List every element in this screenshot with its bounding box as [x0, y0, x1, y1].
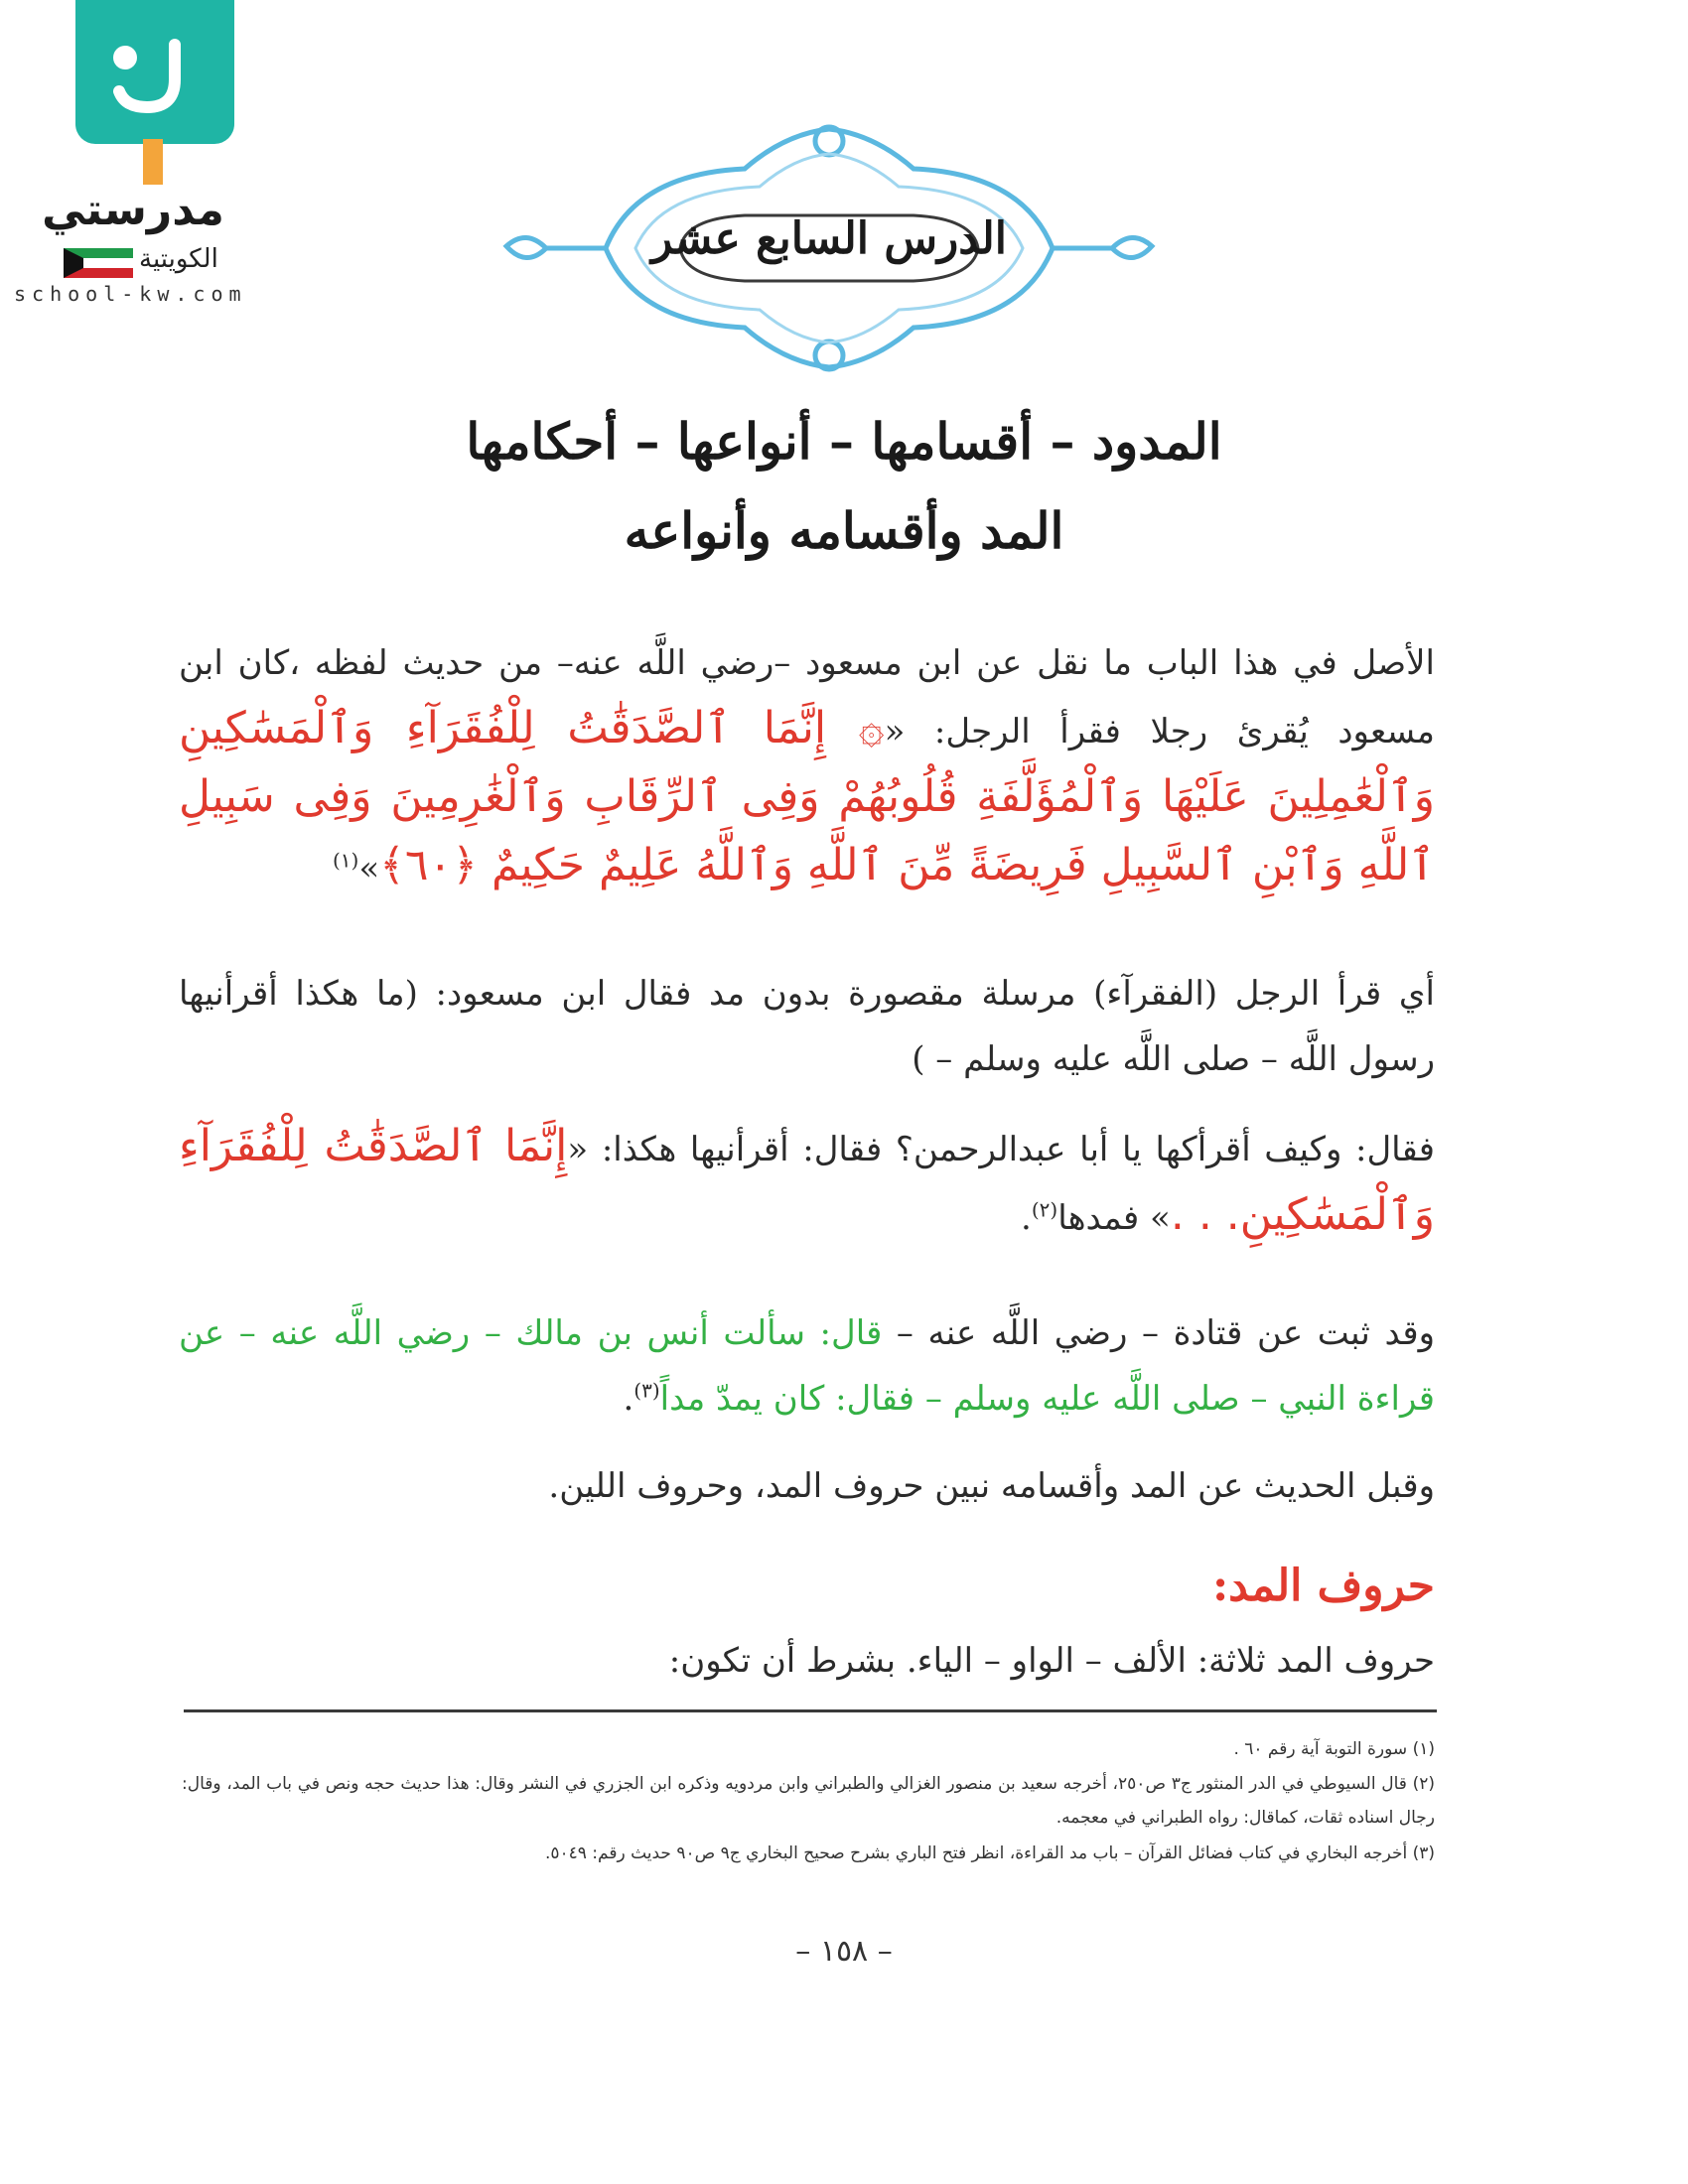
- paragraph-5: وقبل الحديث عن المد وأقسامه نبين حروف المد، وحروف اللين.: [548, 1466, 1435, 1506]
- bookmark-icon: [143, 139, 163, 185]
- kuwait-flag-icon: [64, 248, 133, 278]
- lesson-title-ornament: [487, 119, 1172, 377]
- lesson-title: الدرس السابع عشر: [650, 213, 1008, 264]
- paragraph-1: [179, 630, 1435, 901]
- para4-tail: .: [623, 1379, 634, 1419]
- paragraph-4: [179, 1300, 1435, 1432]
- paragraph-6: حروف المد ثلاثة: الألف – الواو – الياء. بشرط أن تكون:: [668, 1641, 1435, 1681]
- sub-heading: المد وأقسامه وأنواعه: [624, 501, 1064, 560]
- quran-verse-2: إِنَّمَا ٱلصَّدَقَٰتُ لِلْفُقَرَآءِ وَٱلْمَسَٰكِينِ. . .: [179, 1121, 1435, 1240]
- footnote-3: (٣) أخرجه البخاري في كتاب فضائل القرآن – باب مد القراءة، انظر فتح الباري بشرح صحيح البخاري ج٩ ص٩٠ حديث رقم: ٥٠٤٩.: [544, 1843, 1435, 1863]
- logo-url: school-kw.com: [14, 282, 247, 306]
- footnote-divider: [184, 1709, 1437, 1712]
- smile-icon: [75, 0, 234, 144]
- logo-tile: [75, 0, 234, 144]
- footnote-ref-1[interactable]: (١): [332, 848, 359, 873]
- para3-intro: فقال: وكيف أقرأكها يا أبا عبدالرحمن؟ فقال: أقرأنيها هكذا: «: [567, 1130, 1435, 1169]
- section-heading: حروف المد:: [1211, 1561, 1435, 1611]
- main-heading: المدود – أقسامها – أنواعها – أحكامها: [466, 412, 1222, 471]
- page-number: – ١٥٨ –: [795, 1934, 893, 1969]
- footnote-2: (٢) قال السيوطي في الدر المنثور ج٣ ص٢٥٠، أخرجه سعيد بن منصور الغزالي والطبراني وابن مردويه وذكره ابن الجزري في النشر وقال: هذا حديث حجه ونص في باب المد، وقال: رجال اسناده ثقات، كماقال: رواه الطبراني في معجمه.: [182, 1774, 1435, 1828]
- para1-intro: الأصل في هذا الباب ما نقل عن ابن مسعود –رضي اللَّه عنه– من حديث لفظه ،كان ابن مسعود يُقرئ رجلا فقرأ الرجل: «: [179, 643, 1435, 751]
- logo-subtitle: الكويتية: [139, 244, 218, 274]
- footnote-1: (١) سورة التوبة آية رقم ٦٠ .: [1233, 1739, 1435, 1759]
- paragraph-3: [179, 1114, 1435, 1251]
- paragraph-2: أي قرأ الرجل (الفقرآء) مرسلة مقصورة بدون مد فقال ابن مسعود: (ما هكذا أقرأنيها رسول اللَّه – صلى اللَّه عليه وسلم – ): [179, 974, 1435, 1079]
- para3-end: » فمدها: [1057, 1198, 1171, 1238]
- para3-tail: .: [1021, 1198, 1032, 1238]
- site-logo[interactable]: [14, 0, 312, 308]
- logo-name: مدرستي: [42, 185, 224, 235]
- footnote-ref-2[interactable]: (٢): [1031, 1197, 1058, 1222]
- para4-intro: وقد ثبت عن قتادة – رضي اللَّه عنه –: [882, 1313, 1435, 1353]
- para1-end: »: [358, 849, 380, 888]
- footnote-ref-3[interactable]: (٣): [633, 1378, 660, 1403]
- hadith-quote: قال: سألت أنس بن مالك – رضي اللَّه عنه – عن قراءة النبي – صلى اللَّه عليه وسلم – فقال: كان يمدّ مداً: [179, 1313, 1435, 1419]
- quran-verse-1: ۞ إِنَّمَا ٱلصَّدَقَٰتُ لِلْفُقَرَآءِ وَٱلْمَسَٰكِينِ وَٱلْعَٰمِلِينَ عَلَيْهَا وَٱلْمُؤَلَّفَةِ قُلُوبُهُمْ وَفِى ٱلرِّقَابِ وَٱلْغَٰرِمِينَ وَفِى سَبِيلِ ٱللَّهِ وَٱبْنِ ٱلسَّبِيلِ فَرِيضَةً مِّنَ ٱللَّهِ وَٱللَّهُ عَلِيمٌ حَكِيمٌ ﴿٦٠﴾: [179, 703, 1435, 890]
